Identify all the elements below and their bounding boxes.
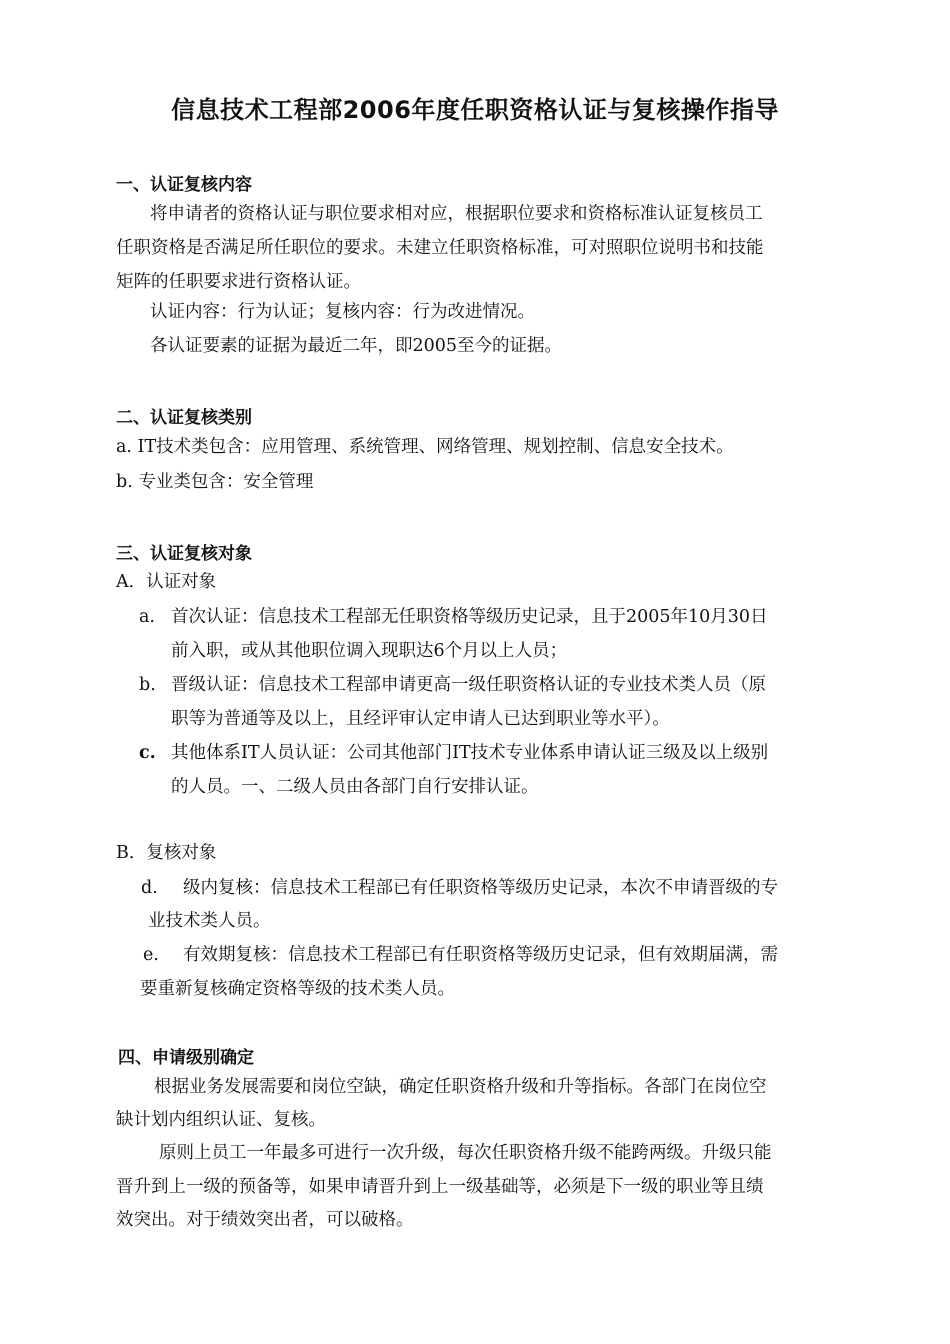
section-4-heading: 四、申请级别确定 (118, 1048, 254, 1068)
section-1-para-1-line-2: 任职资格是否满足所任职位的要求。未建立任职资格标准，可对照职位说明书和技能 (116, 238, 764, 258)
section-1-heading: 一、认证复核内容 (116, 175, 252, 195)
section-4-para-2-line-1: 原则上员工一年最多可进行一次升级，每次任职资格升级不能跨两级。升级只能 (159, 1143, 772, 1163)
list-item-d-line-1: 级内复核：信息技术工程部已有任职资格等级历史记录，本次不申请晋级的专 (183, 878, 778, 898)
section-1-para-3: 各认证要素的证据为最近二年，即2005至今的证据。 (150, 336, 563, 356)
list-item-c-line-2: 的人员。一、二级人员由各部门自行安排认证。 (171, 777, 539, 797)
section-4-para-1-line-1: 根据业务发展需要和岗位空缺，确定任职资格升级和升等指标。各部门在岗位空 (154, 1077, 767, 1097)
document-title: 信息技术工程部2006年度任职资格认证与复核操作指导 (171, 96, 779, 124)
section-1-para-1-line-3: 矩阵的任职要求进行资格认证。 (116, 272, 361, 292)
list-marker-e: e. (143, 945, 159, 965)
list-marker-a: a. (139, 607, 155, 627)
section-2-item-a: a. IT技术类包含：应用管理、系统管理、网络管理、规划控制、信息安全技术。 (116, 437, 734, 457)
list-marker-c: c. (139, 743, 156, 763)
list-item-b-line-2: 职等为普通等及以上，且经评审认定申请人已达到职业等水平）。 (171, 709, 670, 729)
section-2-heading: 二、认证复核类别 (116, 408, 252, 428)
subsection-B-label: B．复核对象 (116, 843, 217, 863)
section-2-item-b: b. 专业类包含：安全管理 (116, 472, 314, 492)
list-item-a-line-1: 首次认证：信息技术工程部无任职资格等级历史记录，且于2005年10月30日 (171, 607, 768, 627)
section-3-heading: 三、认证复核对象 (116, 544, 252, 564)
section-1-para-2: 认证内容：行为认证；复核内容：行为改进情况。 (150, 302, 535, 322)
list-item-e-line-2: 要重新复核确定资格等级的技术类人员。 (140, 979, 455, 999)
section-4-para-2-line-3: 效突出。对于绩效突出者，可以破格。 (116, 1210, 414, 1230)
list-item-d-line-2: 业技术类人员。 (148, 911, 271, 931)
list-item-c-line-1: 其他体系IT人员认证：公司其他部门IT技术专业体系申请认证三级及以上级别 (171, 743, 769, 763)
list-item-e-line-1: 有效期复核：信息技术工程部已有任职资格等级历史记录，但有效期届满，需 (183, 945, 778, 965)
section-1-para-1-line-1: 将申请者的资格认证与职位要求相对应，根据职位要求和资格标准认证复核员工 (150, 204, 763, 224)
section-4-para-2-line-2: 晋升到上一级的预备等，如果申请晋升到上一级基础等，必须是下一级的职业等且绩 (116, 1177, 764, 1197)
list-marker-b: b. (139, 675, 156, 695)
subsection-A-label: A．认证对象 (116, 572, 217, 592)
section-4-para-1-line-2: 缺计划内组织认证、复核。 (116, 1110, 326, 1130)
list-item-a-line-2: 前入职，或从其他职位调入现职达6个月以上人员； (171, 641, 568, 661)
list-marker-d: d. (141, 878, 158, 898)
list-item-b-line-1: 晋级认证：信息技术工程部申请更高一级任职资格认证的专业技术类人员（原 (171, 675, 766, 695)
